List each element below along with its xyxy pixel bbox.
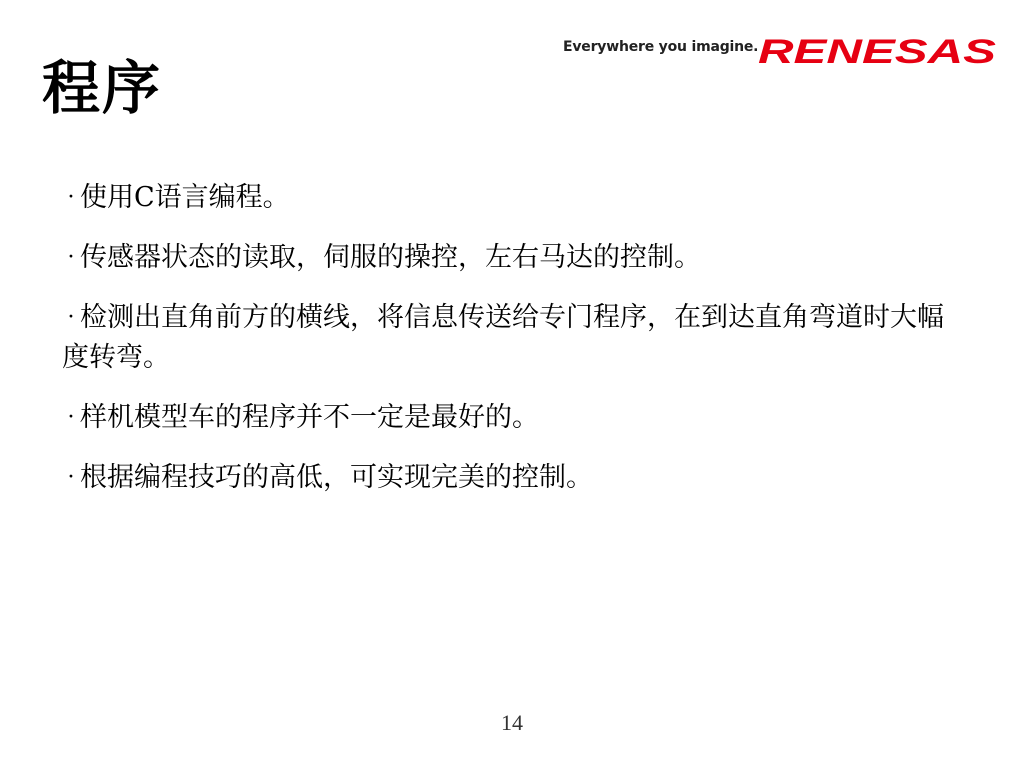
bullet-text: 检测出直角前方的横线，将信息传送给专门程序，在到达直角弯道时大幅度转弯。 (62, 302, 944, 373)
renesas-logo (756, 30, 1000, 70)
bullet-list (62, 178, 952, 518)
bullet-text: 根据编程技巧的高低，可实现完美的控制。 (80, 462, 593, 493)
bullet-item (62, 458, 952, 498)
bullet-dot-icon: · (67, 465, 75, 490)
bullet-dot-icon: · (67, 305, 75, 330)
bullet-item (62, 298, 952, 378)
bullet-text: 样机模型车的程序并不一定是最好的。 (80, 402, 539, 433)
bullet-item (62, 178, 952, 218)
bullet-text: 使用C语言编程。 (80, 182, 290, 213)
bullet-dot-icon: · (67, 405, 75, 430)
logo-wordmark: RENESAS (758, 33, 997, 70)
bullet-text: 传感器状态的读取，伺服的操控，左右马达的控制。 (80, 242, 701, 273)
page-number: 14 (501, 710, 523, 735)
bullet-dot-icon: · (67, 185, 75, 210)
bullet-dot-icon: · (67, 245, 75, 270)
bullet-item (62, 238, 952, 278)
bullet-item (62, 398, 952, 438)
brand-tagline: Everywhere you imagine. (563, 39, 759, 55)
slide-title: 程序 (42, 54, 163, 122)
